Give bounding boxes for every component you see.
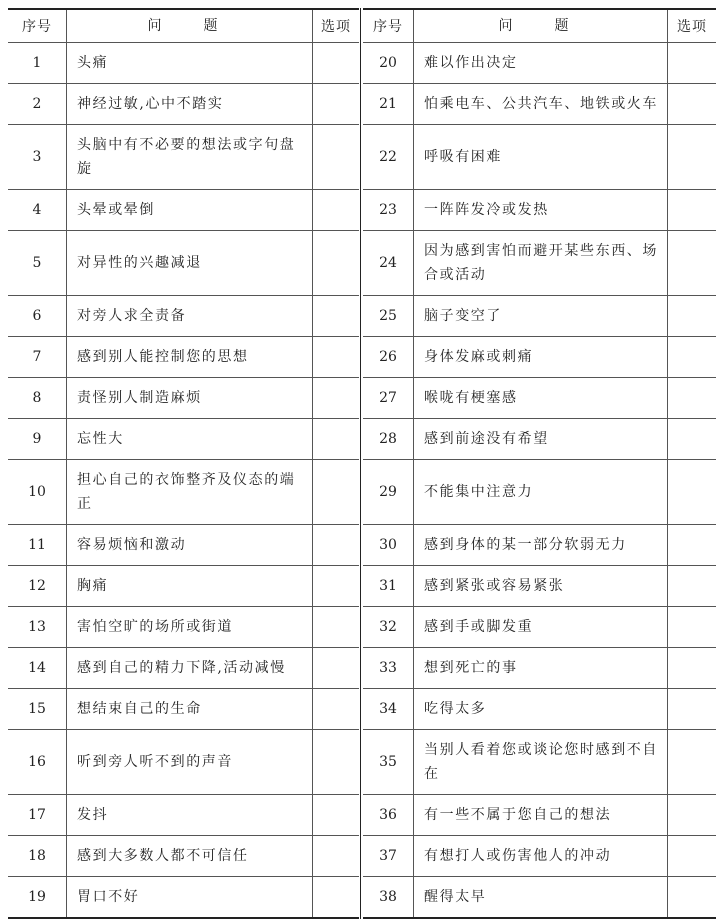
option-cell[interactable]: [313, 419, 360, 460]
row-question: 责怪别人制造麻烦: [67, 378, 313, 419]
option-cell[interactable]: [668, 125, 717, 190]
table-row: [363, 525, 716, 566]
row-question: 想结束自己的生命: [67, 689, 313, 730]
row-question: 不能集中注意力: [414, 460, 668, 525]
table-row: [8, 689, 359, 730]
option-cell[interactable]: [313, 231, 360, 296]
right-table-section: [363, 8, 716, 919]
right-question-table: [363, 10, 716, 917]
option-cell[interactable]: [313, 607, 360, 648]
table-row: [8, 296, 359, 337]
row-number: 5: [8, 231, 67, 296]
row-question: 感到前途没有希望: [414, 419, 668, 460]
row-number: 20: [363, 43, 414, 84]
row-number: 38: [363, 877, 414, 918]
option-cell[interactable]: [313, 730, 360, 795]
option-cell[interactable]: [313, 296, 360, 337]
row-number: 12: [8, 566, 67, 607]
header-option: 选项: [668, 10, 717, 43]
row-number: 9: [8, 419, 67, 460]
option-cell[interactable]: [313, 836, 360, 877]
table-row: [8, 525, 359, 566]
row-question: 感到自己的精力下降,活动减慢: [67, 648, 313, 689]
left-table-section: [8, 8, 359, 919]
row-number: 1: [8, 43, 67, 84]
table-row: [8, 337, 359, 378]
table-row: [363, 337, 716, 378]
row-question: 头脑中有不必要的想法或字句盘旋: [67, 125, 313, 190]
table-row: [363, 190, 716, 231]
row-question: 胸痛: [67, 566, 313, 607]
option-cell[interactable]: [668, 566, 717, 607]
row-number: 17: [8, 795, 67, 836]
header-number: 序号: [363, 10, 414, 43]
option-cell[interactable]: [313, 84, 360, 125]
option-cell[interactable]: [668, 689, 717, 730]
row-question: 怕乘电车、公共汽车、地铁或火车: [414, 84, 668, 125]
option-cell[interactable]: [313, 125, 360, 190]
option-cell[interactable]: [313, 337, 360, 378]
row-number: 18: [8, 836, 67, 877]
option-cell[interactable]: [668, 648, 717, 689]
row-question: 呼吸有困难: [414, 125, 668, 190]
table-row: [8, 607, 359, 648]
row-question: 醒得太早: [414, 877, 668, 918]
row-question: 对异性的兴趣减退: [67, 231, 313, 296]
row-number: 19: [8, 877, 67, 918]
row-number: 33: [363, 648, 414, 689]
table-row: [8, 43, 359, 84]
row-number: 35: [363, 730, 414, 795]
table-row: [363, 730, 716, 795]
option-cell[interactable]: [668, 378, 717, 419]
row-question: 一阵阵发冷或发热: [414, 190, 668, 231]
row-number: 32: [363, 607, 414, 648]
row-question: 想到死亡的事: [414, 648, 668, 689]
row-question: 容易烦恼和激动: [67, 525, 313, 566]
row-question: 头晕或晕倒: [67, 190, 313, 231]
option-cell[interactable]: [668, 607, 717, 648]
table-row: [363, 566, 716, 607]
row-number: 8: [8, 378, 67, 419]
table-row: [363, 460, 716, 525]
table-row: [363, 689, 716, 730]
table-row: [8, 648, 359, 689]
questionnaire-sheet: [8, 8, 716, 919]
row-question: 感到身体的某一部分软弱无力: [414, 525, 668, 566]
option-cell[interactable]: [668, 84, 717, 125]
option-cell[interactable]: [668, 525, 717, 566]
row-number: 14: [8, 648, 67, 689]
option-cell[interactable]: [668, 419, 717, 460]
option-cell[interactable]: [313, 525, 360, 566]
row-question: 感到手或脚发重: [414, 607, 668, 648]
header-question: 问 题: [67, 10, 313, 43]
option-cell[interactable]: [313, 190, 360, 231]
header-row: [8, 10, 359, 43]
row-question: 喉咙有梗塞感: [414, 378, 668, 419]
table-row: [8, 730, 359, 795]
row-question: 当别人看着您或谈论您时感到不自在: [414, 730, 668, 795]
row-question: 感到别人能控制您的思想: [67, 337, 313, 378]
row-number: 16: [8, 730, 67, 795]
row-question: 忘性大: [67, 419, 313, 460]
row-number: 24: [363, 231, 414, 296]
option-cell[interactable]: [313, 378, 360, 419]
row-number: 21: [363, 84, 414, 125]
row-number: 15: [8, 689, 67, 730]
option-cell[interactable]: [313, 43, 360, 84]
option-cell[interactable]: [313, 460, 360, 525]
row-number: 27: [363, 378, 414, 419]
option-cell[interactable]: [313, 877, 360, 918]
option-cell[interactable]: [313, 566, 360, 607]
row-question: 害怕空旷的场所或街道: [67, 607, 313, 648]
row-number: 28: [363, 419, 414, 460]
table-row: [8, 378, 359, 419]
row-number: 11: [8, 525, 67, 566]
table-row: [8, 877, 359, 918]
row-question: 发抖: [67, 795, 313, 836]
option-cell[interactable]: [668, 795, 717, 836]
row-number: 31: [363, 566, 414, 607]
row-question: 胃口不好: [67, 877, 313, 918]
option-cell[interactable]: [668, 190, 717, 231]
left-table-body: [8, 43, 359, 918]
header-number: 序号: [8, 10, 67, 43]
row-question: 感到大多数人都不可信任: [67, 836, 313, 877]
table-row: [363, 231, 716, 296]
row-number: 6: [8, 296, 67, 337]
option-cell[interactable]: [668, 231, 717, 296]
option-cell[interactable]: [313, 795, 360, 836]
table-row: [363, 877, 716, 918]
row-question: 头痛: [67, 43, 313, 84]
row-question: 听到旁人听不到的声音: [67, 730, 313, 795]
row-question: 身体发麻或刺痛: [414, 337, 668, 378]
table-row: [363, 378, 716, 419]
table-row: [363, 125, 716, 190]
row-question: 担心自己的衣饰整齐及仪态的端正: [67, 460, 313, 525]
right-table-body: [363, 43, 716, 918]
table-row: [8, 190, 359, 231]
option-cell[interactable]: [668, 43, 717, 84]
header-option: 选项: [313, 10, 360, 43]
left-question-table: [8, 10, 359, 917]
row-question: 有想打人或伤害他人的冲动: [414, 836, 668, 877]
table-row: [8, 795, 359, 836]
row-number: 25: [363, 296, 414, 337]
row-number: 4: [8, 190, 67, 231]
table-row: [363, 648, 716, 689]
row-number: 36: [363, 795, 414, 836]
table-divider: [360, 8, 361, 919]
table-row: [8, 419, 359, 460]
table-row: [363, 795, 716, 836]
row-question: 难以作出决定: [414, 43, 668, 84]
row-number: 7: [8, 337, 67, 378]
header-question: 问 题: [414, 10, 668, 43]
row-question: 对旁人求全责备: [67, 296, 313, 337]
row-number: 26: [363, 337, 414, 378]
row-number: 23: [363, 190, 414, 231]
row-question: 神经过敏,心中不踏实: [67, 84, 313, 125]
option-cell[interactable]: [668, 877, 717, 918]
table-row: [8, 836, 359, 877]
row-number: 2: [8, 84, 67, 125]
table-row: [8, 84, 359, 125]
table-row: [363, 419, 716, 460]
row-question: 感到紧张或容易紧张: [414, 566, 668, 607]
table-row: [363, 84, 716, 125]
option-cell[interactable]: [313, 648, 360, 689]
option-cell[interactable]: [668, 337, 717, 378]
table-row: [8, 460, 359, 525]
table-row: [363, 836, 716, 877]
table-row: [8, 566, 359, 607]
row-question: 吃得太多: [414, 689, 668, 730]
option-cell[interactable]: [668, 836, 717, 877]
table-row: [363, 296, 716, 337]
header-row: [363, 10, 716, 43]
option-cell[interactable]: [313, 689, 360, 730]
row-number: 34: [363, 689, 414, 730]
row-number: 29: [363, 460, 414, 525]
row-number: 3: [8, 125, 67, 190]
row-question: 有一些不属于您自己的想法: [414, 795, 668, 836]
option-cell[interactable]: [668, 296, 717, 337]
row-number: 37: [363, 836, 414, 877]
row-number: 10: [8, 460, 67, 525]
row-number: 13: [8, 607, 67, 648]
row-question: 因为感到害怕而避开某些东西、场合或活动: [414, 231, 668, 296]
row-number: 30: [363, 525, 414, 566]
option-cell[interactable]: [668, 730, 717, 795]
table-row: [363, 607, 716, 648]
row-question: 脑子变空了: [414, 296, 668, 337]
table-row: [8, 125, 359, 190]
table-row: [8, 231, 359, 296]
table-row: [363, 43, 716, 84]
option-cell[interactable]: [668, 460, 717, 525]
row-number: 22: [363, 125, 414, 190]
